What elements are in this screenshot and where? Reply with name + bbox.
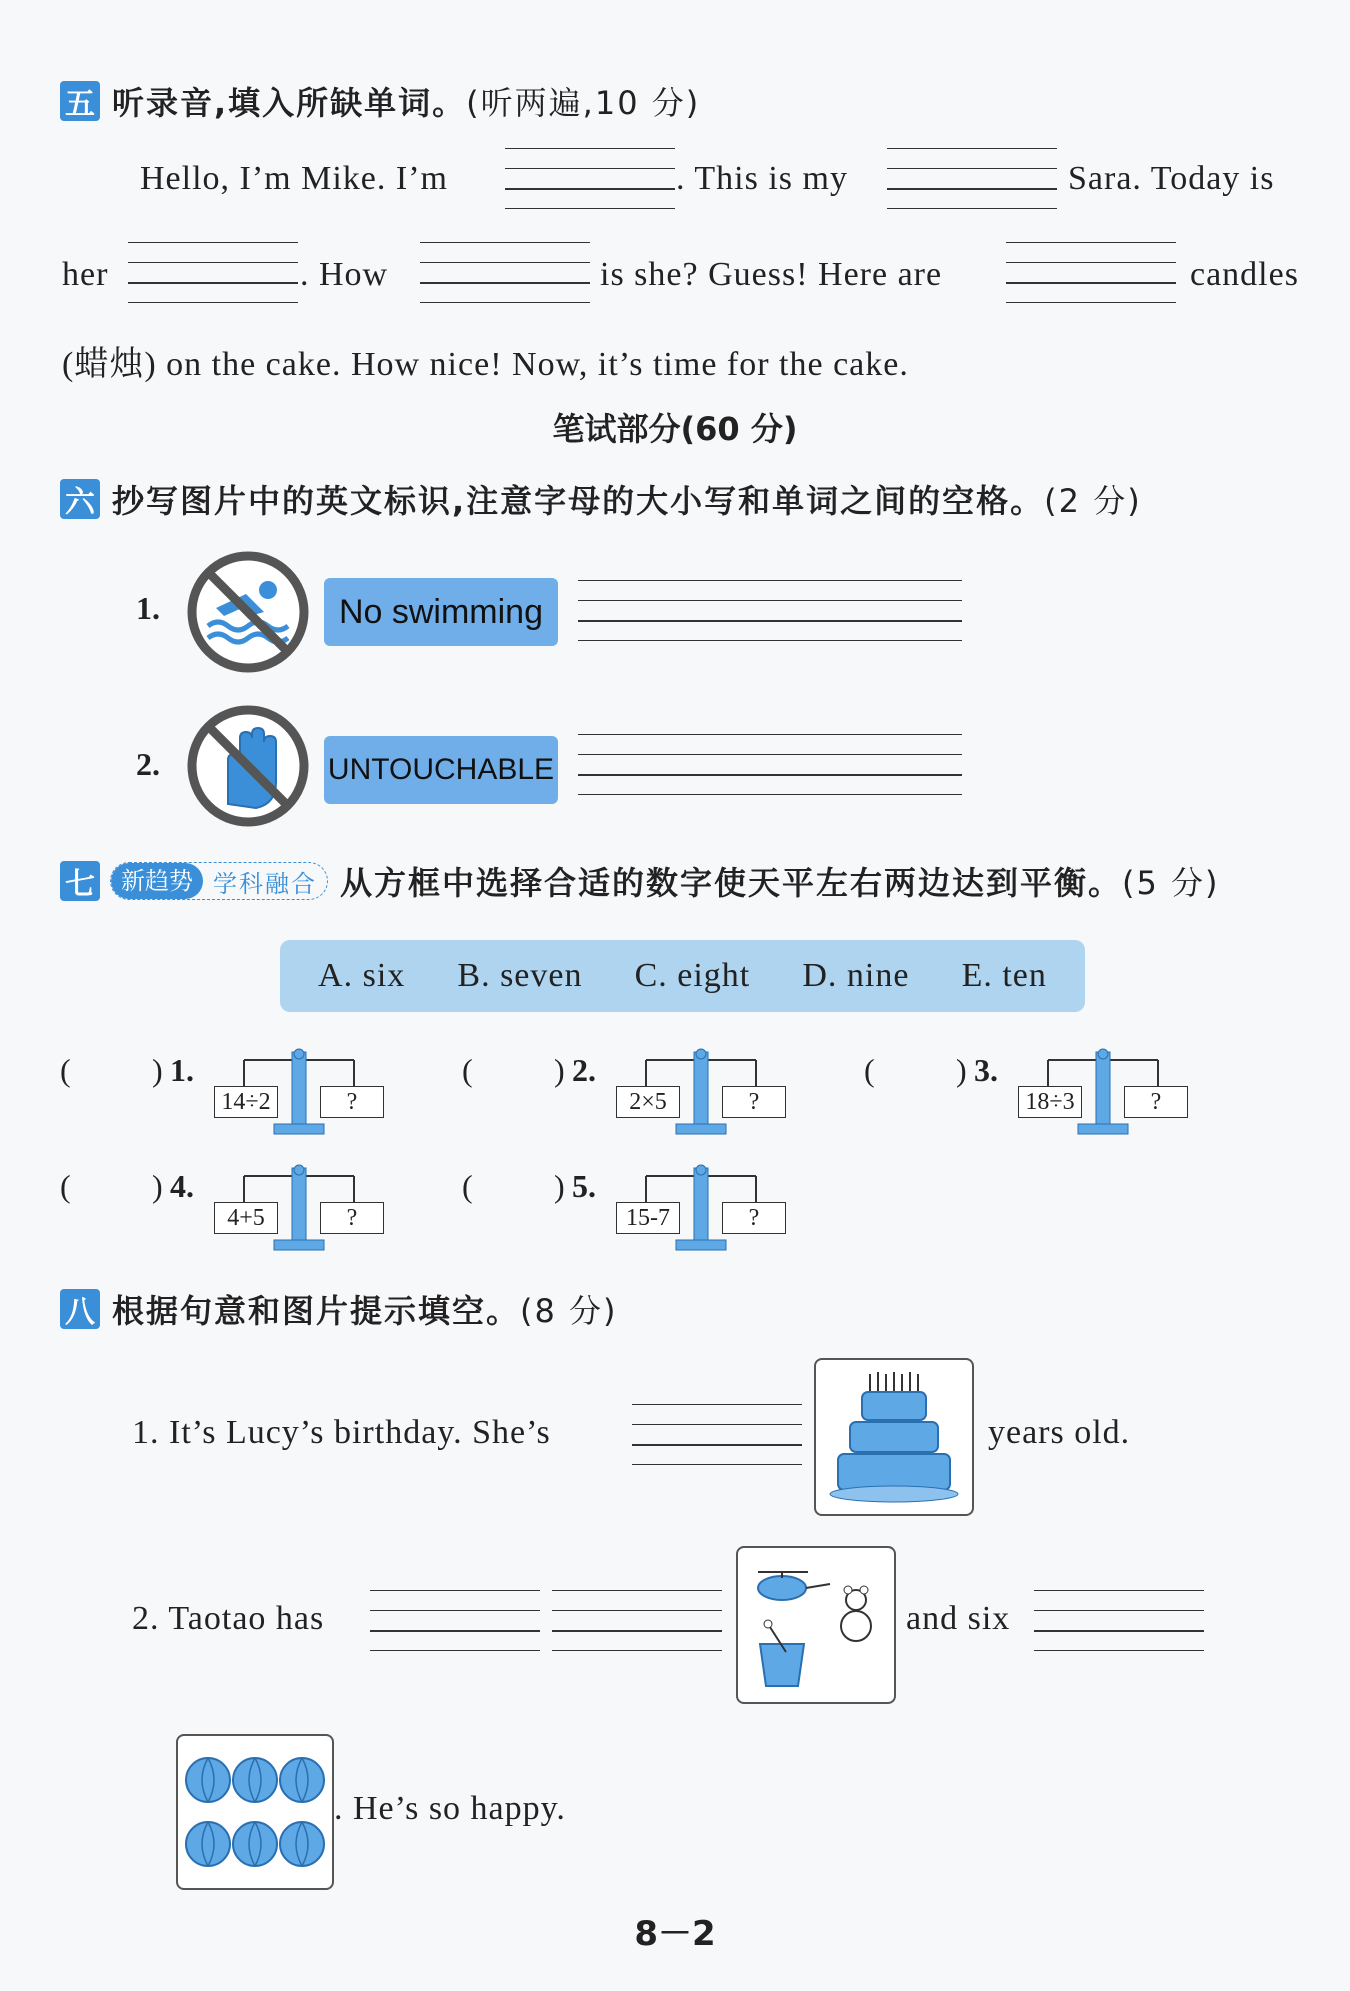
s8-q2-blank-2[interactable] (552, 1590, 722, 1650)
s5-blank-2[interactable] (887, 148, 1057, 208)
question-number: 3. (974, 1052, 998, 1088)
s5-line1-part-a: Hello, I’m Mike. I’m (140, 160, 448, 197)
balance-scale (616, 1046, 786, 1136)
s6-copy-blank-2[interactable] (578, 734, 962, 794)
section-7-title: 从方框中选择合适的数字使天平左右两边达到平衡。 (340, 864, 1123, 902)
section-8-title: 根据句意和图片提示填空。 (112, 1292, 521, 1330)
sign-no-swimming: No swimming (324, 578, 558, 646)
s5-blank-1[interactable] (505, 148, 675, 208)
scale-right-unknown: ? (320, 1202, 384, 1234)
s5-line2-part-a: her (62, 256, 109, 293)
answer-paren-open[interactable]: ( (462, 1052, 473, 1088)
question-number: 4. (170, 1168, 194, 1204)
section-8-badge: 八 (60, 1289, 100, 1329)
page-number: 8－2 (634, 1914, 716, 1954)
s5-line2-part-c: is she? Guess! Here are (600, 256, 943, 293)
s8-q2-text-b: and six (906, 1600, 1011, 1637)
s5-blank-3[interactable] (128, 242, 298, 302)
section-7-score: (5 分) (1122, 864, 1220, 902)
section-7-header (60, 858, 1220, 904)
no-swimming-icon (186, 550, 310, 674)
section-6-badge: 六 (60, 479, 100, 519)
answer-paren-open[interactable]: ( (60, 1052, 71, 1088)
scale-left-expression: 18÷3 (1018, 1086, 1082, 1118)
choice-d: D. nine (802, 957, 910, 994)
toys-icon (738, 1548, 894, 1702)
section-6-title: 抄写图片中的英文标识,注意字母的大小写和单词之间的空格。 (112, 482, 1045, 520)
s5-line2-part-b: . How (300, 256, 389, 293)
choice-e: E. ten (961, 957, 1047, 994)
s6-item-1-number: 1. (136, 590, 160, 626)
sign-untouchable: UNTOUCHABLE (324, 736, 558, 804)
choice-a: A. six (318, 957, 406, 994)
scale-right-unknown: ? (320, 1086, 384, 1118)
toys-picture (736, 1546, 896, 1704)
answer-paren-close: ) (554, 1052, 565, 1088)
birthday-cake-picture (814, 1358, 974, 1516)
s5-line1-part-b: . This is my (676, 160, 848, 197)
s8-q2-text-c: . He’s so happy. (334, 1790, 566, 1827)
question-number: 5. (572, 1168, 596, 1204)
written-part-heading: 笔试部分(60 分) (552, 410, 798, 448)
scale-left-expression: 14÷2 (214, 1086, 278, 1118)
scale-right-unknown: ? (1124, 1086, 1188, 1118)
answer-paren-close: ) (152, 1168, 163, 1204)
section-8-header (60, 1286, 618, 1332)
birthday-cake-icon (816, 1360, 972, 1514)
balance-scale (214, 1162, 384, 1252)
s8-q2-text-a: 2. Taotao has (132, 1600, 325, 1637)
balance-scale (616, 1162, 786, 1252)
s5-line2-part-d: candles (1190, 256, 1299, 293)
scale-left-expression: 15-7 (616, 1202, 680, 1234)
scale-right-unknown: ? (722, 1086, 786, 1118)
trend-tag-subject: 学科融合 (213, 869, 317, 898)
s6-copy-blank-1[interactable] (578, 580, 962, 640)
answer-paren-open[interactable]: ( (462, 1168, 473, 1204)
s5-line3: (蜡烛) on the cake. How nice! Now, it’s time for the cake. (62, 346, 909, 383)
section-5-badge: 五 (60, 81, 100, 121)
section-5-header (60, 78, 700, 124)
scale-right-unknown: ? (722, 1202, 786, 1234)
answer-paren-close: ) (554, 1168, 565, 1204)
section-5-score: (听两遍,10 分) (466, 84, 701, 122)
balls-icon (178, 1736, 332, 1888)
answer-paren-close: ) (956, 1052, 967, 1088)
trend-tag-new: 新趋势 (111, 863, 203, 899)
section-5-title: 听录音,填入所缺单词。 (112, 84, 467, 122)
choice-b: B. seven (457, 957, 583, 994)
s5-line1-part-c: Sara. Today is (1068, 160, 1275, 197)
s8-q2-blank-3[interactable] (1034, 1590, 1204, 1650)
answer-paren-open[interactable]: ( (864, 1052, 875, 1088)
question-number: 2. (572, 1052, 596, 1088)
s8-q1-text-b: years old. (988, 1414, 1131, 1451)
section-8-score: (8 分) (520, 1292, 618, 1330)
s5-blank-4[interactable] (420, 242, 590, 302)
section-7-badge: 七 (60, 861, 100, 901)
choice-c: C. eight (634, 957, 751, 994)
s8-q1-blank[interactable] (632, 1404, 802, 1464)
choice-box (280, 940, 1085, 1012)
balance-scale (1018, 1046, 1188, 1136)
balance-scale (214, 1046, 384, 1136)
s8-q2-blank-1[interactable] (370, 1590, 540, 1650)
s6-item-2-number: 2. (136, 746, 160, 782)
scale-left-expression: 4+5 (214, 1202, 278, 1234)
s5-blank-5[interactable] (1006, 242, 1176, 302)
answer-paren-close: ) (152, 1052, 163, 1088)
section-6-score: (2 分) (1044, 482, 1142, 520)
s8-q1-text-a: 1. It’s Lucy’s birthday. She’s (132, 1414, 551, 1451)
no-touching-icon (186, 704, 310, 828)
section-6-header (60, 476, 1142, 522)
trend-tag (110, 862, 328, 900)
question-number: 1. (170, 1052, 194, 1088)
scale-left-expression: 2×5 (616, 1086, 680, 1118)
answer-paren-open[interactable]: ( (60, 1168, 71, 1204)
balls-picture (176, 1734, 334, 1890)
